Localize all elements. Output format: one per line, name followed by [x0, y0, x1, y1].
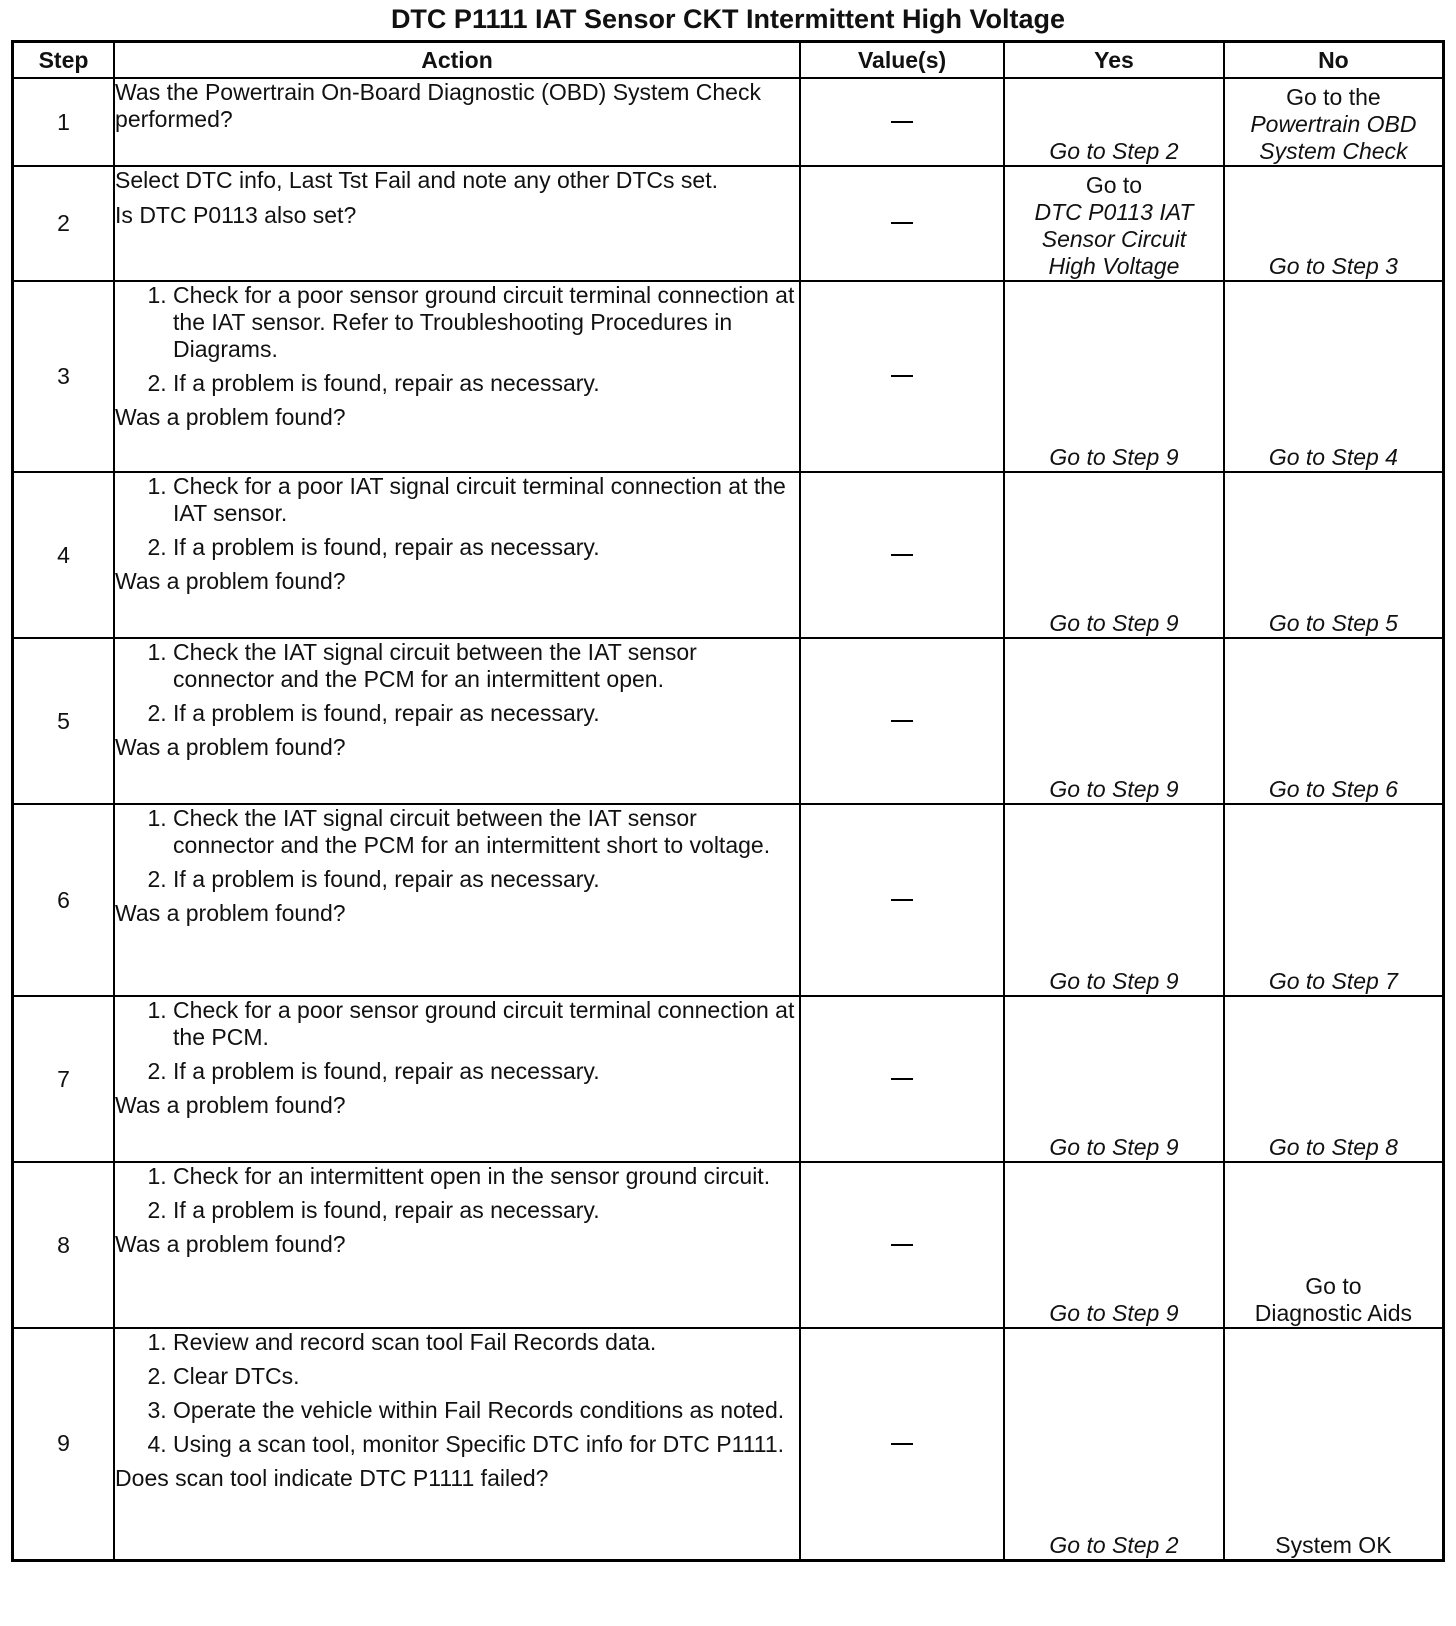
- action-cell: [114, 1328, 800, 1560]
- action-content: [115, 473, 799, 637]
- action-list-item: 1. Review and record scan tool Fail Records data.: [173, 1329, 799, 1356]
- header-no: No: [1224, 42, 1444, 79]
- action-content: [115, 1163, 799, 1327]
- table-row: [13, 78, 1444, 166]
- action-list: [115, 639, 799, 734]
- header-step: Step: [13, 42, 115, 79]
- yes-cell: [1004, 638, 1224, 804]
- action-cell: [114, 804, 800, 996]
- action-list-item: 2. If a problem is found, repair as necessary.: [173, 1058, 799, 1085]
- header-values: Value(s): [800, 42, 1004, 79]
- action-question: Was a problem found?: [115, 404, 346, 430]
- yes-line: Go to Step 2: [1049, 138, 1179, 164]
- value-dash: [891, 1443, 913, 1445]
- action-content: [115, 282, 799, 471]
- action-content: [115, 997, 799, 1161]
- action-cell: [114, 472, 800, 638]
- action-question: Was a problem found?: [115, 734, 346, 760]
- action-question: Was a problem found?: [115, 1092, 346, 1118]
- action-list-item: 1. Check for a poor IAT signal circuit terminal connection at the IAT sensor.: [173, 473, 799, 527]
- step-number: 7: [13, 996, 115, 1162]
- yes-cell: [1004, 472, 1224, 638]
- action-list-item: 2. If a problem is found, repair as necessary.: [173, 866, 799, 893]
- diagnostic-table: [11, 40, 1445, 1562]
- yes-cell: [1004, 78, 1224, 166]
- action-content: [115, 79, 799, 165]
- table-row: [13, 996, 1444, 1162]
- no-cell: [1224, 804, 1444, 996]
- value-cell: [800, 1328, 1004, 1560]
- table-row: [13, 804, 1444, 996]
- value-cell: [800, 804, 1004, 996]
- yes-line: Go to Step 9: [1049, 1300, 1179, 1326]
- action-list-item: 1. Check for an intermittent open in the sensor ground circuit.: [173, 1163, 799, 1190]
- yes-cell: [1004, 804, 1224, 996]
- no-line: Go to Step 3: [1268, 253, 1398, 279]
- action-list: [115, 997, 799, 1092]
- action-list-item: 1. Check the IAT signal circuit between the IAT sensor connector and the PCM for an intermittent open.: [173, 639, 799, 693]
- action-question: Is DTC P0113 also set?: [115, 202, 357, 228]
- action-list-item: 2. Clear DTCs.: [173, 1363, 799, 1390]
- table-row: [13, 281, 1444, 472]
- no-cell: [1224, 472, 1444, 638]
- value-dash: [891, 554, 913, 556]
- header-action: Action: [114, 42, 800, 79]
- value-cell: [800, 78, 1004, 166]
- action-content: [115, 1329, 799, 1559]
- action-list-item: 3. Operate the vehicle within Fail Records conditions as noted.: [173, 1397, 799, 1424]
- header-row: [13, 42, 1444, 79]
- action-content: [115, 639, 799, 803]
- yes-line: Go to Step 2: [1049, 1531, 1179, 1558]
- value-dash: [891, 720, 913, 722]
- step-number: 9: [13, 1328, 115, 1560]
- yes-cell: [1004, 281, 1224, 472]
- action-list: [115, 1163, 799, 1231]
- yes-line: DTC P0113 IAT: [1034, 199, 1194, 225]
- action-question: Does scan tool indicate DTC P1111 failed?: [115, 1465, 549, 1491]
- action-intro: Select DTC info, Last Tst Fail and note any other DTCs set.: [115, 167, 718, 193]
- yes-cell: [1004, 996, 1224, 1162]
- no-line: Diagnostic Aids: [1254, 1300, 1413, 1326]
- no-cell: [1224, 1162, 1444, 1328]
- no-cell: [1224, 166, 1444, 281]
- no-cell: [1224, 1328, 1444, 1560]
- yes-line: Go to Step 9: [1049, 1134, 1179, 1160]
- yes-cell: [1004, 1328, 1224, 1560]
- value-dash: [891, 375, 913, 377]
- action-cell: [114, 281, 800, 472]
- yes-line: Go to Step 9: [1049, 776, 1179, 802]
- action-list: [115, 473, 799, 568]
- value-cell: [800, 638, 1004, 804]
- action-cell: [114, 996, 800, 1162]
- yes-line: Sensor Circuit: [1041, 226, 1187, 252]
- action-list-item: 2. If a problem is found, repair as necessary.: [173, 534, 799, 561]
- no-line: Go to Step 7: [1268, 968, 1398, 994]
- yes-cell: [1004, 166, 1224, 281]
- action-cell: [114, 638, 800, 804]
- action-content: [115, 805, 799, 995]
- no-cell: [1224, 78, 1444, 166]
- table-row: [13, 1328, 1444, 1560]
- value-cell: [800, 996, 1004, 1162]
- value-cell: [800, 472, 1004, 638]
- action-question: Was a problem found?: [115, 1231, 346, 1257]
- value-dash: [891, 222, 913, 224]
- table-row: [13, 166, 1444, 281]
- no-line: Powertrain OBD: [1250, 111, 1417, 137]
- table-row: [13, 1162, 1444, 1328]
- action-cell: [114, 1162, 800, 1328]
- no-cell: [1224, 638, 1444, 804]
- action-list: [115, 1329, 799, 1465]
- no-line: Go to: [1305, 1273, 1362, 1299]
- value-cell: [800, 281, 1004, 472]
- step-number: 3: [13, 281, 115, 472]
- yes-line: Go to Step 9: [1049, 444, 1179, 470]
- yes-line: Go to Step 9: [1049, 610, 1179, 636]
- step-number: 2: [13, 166, 115, 281]
- no-line: System OK: [1275, 1531, 1392, 1558]
- action-list-item: 1. Check for a poor sensor ground circuit terminal connection at the PCM.: [173, 997, 799, 1051]
- no-line: Go to the: [1286, 84, 1381, 110]
- no-line: Go to Step 8: [1268, 1134, 1398, 1160]
- action-list-item: 4. Using a scan tool, monitor Specific DTC info for DTC P1111.: [173, 1431, 799, 1458]
- no-cell: [1224, 996, 1444, 1162]
- page-title: DTC P1111 IAT Sensor CKT Intermittent High Voltage: [390, 4, 1066, 34]
- value-dash: [891, 1078, 913, 1080]
- table-row: [13, 472, 1444, 638]
- value-dash: [891, 899, 913, 901]
- no-line: System Check: [1259, 138, 1408, 164]
- action-cell: [114, 78, 800, 166]
- yes-line: Go to Step 9: [1049, 968, 1179, 994]
- value-dash: [891, 1244, 913, 1246]
- action-list-item: 2. If a problem is found, repair as necessary.: [173, 370, 799, 397]
- no-line: Go to Step 6: [1268, 776, 1398, 802]
- action-list: [115, 805, 799, 900]
- yes-cell: [1004, 1162, 1224, 1328]
- no-cell: [1224, 281, 1444, 472]
- action-list-item: 1. Check the IAT signal circuit between the IAT sensor connector and the PCM for an intermittent short to voltage.: [173, 805, 799, 859]
- action-list-item: 2. If a problem is found, repair as necessary.: [173, 1197, 799, 1224]
- yes-line: High Voltage: [1048, 253, 1180, 279]
- step-number: 4: [13, 472, 115, 638]
- yes-line: Go to: [1085, 172, 1143, 198]
- step-number: 1: [13, 78, 115, 166]
- no-line: Go to Step 5: [1268, 610, 1398, 636]
- table-row: [13, 638, 1444, 804]
- action-question: Was a problem found?: [115, 900, 346, 926]
- action-cell: [114, 166, 800, 281]
- action-list: [115, 282, 799, 404]
- action-intro: Was the Powertrain On-Board Diagnostic (OBD) System Check performed?: [115, 79, 761, 132]
- value-cell: [800, 1162, 1004, 1328]
- table-body: [13, 78, 1444, 1560]
- header-yes: Yes: [1004, 42, 1224, 79]
- action-list-item: 2. If a problem is found, repair as necessary.: [173, 700, 799, 727]
- no-line: Go to Step 4: [1268, 444, 1398, 470]
- step-number: 5: [13, 638, 115, 804]
- value-dash: [891, 121, 913, 123]
- action-list-item: 1. Check for a poor sensor ground circuit terminal connection at the IAT sensor. Refer to Troubleshooting Procedures in Diagrams.: [173, 282, 799, 363]
- action-question: Was a problem found?: [115, 568, 346, 594]
- step-number: 8: [13, 1162, 115, 1328]
- step-number: 6: [13, 804, 115, 996]
- action-content: [115, 167, 799, 280]
- value-cell: [800, 166, 1004, 281]
